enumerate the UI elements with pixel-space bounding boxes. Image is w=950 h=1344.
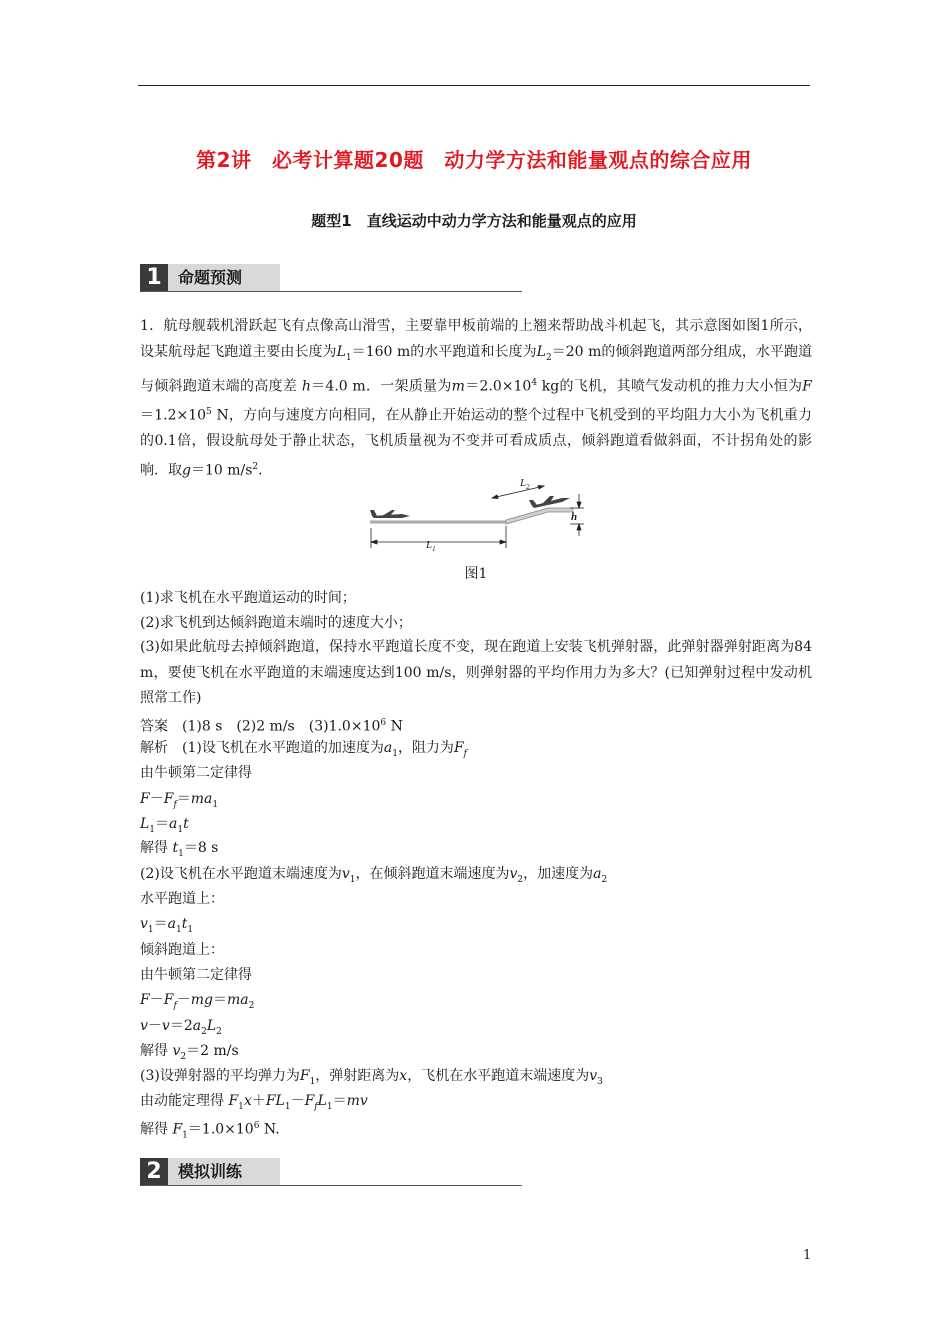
result-v2: 解得 $v_2=2$ m/s (140, 1043, 239, 1062)
equation-1: $F-F_f=ma_1$ (140, 791, 219, 810)
problem-statement: 1．航母舰载机滑跃起飞有点像高山滑雪，主要靠甲板前端的上翘来帮助战斗机起飞，其示意图如图1所示，设某航母起飞跑道主要由长度为$L_1=160$ m的水平跑道和长度为$L_2=20$ m的倾斜跑道两部分组成，水平跑道与倾斜跑道末端的高度差 h＝4.0 m．一架质量为$m=2.0\times 10^4$ kg的飞机，其喷气发动机的推力大小恒为$F=1.2\times 10^5$ N，方向与速度方向相同，在从静止开始运动的整个过程中飞机受到的平均阻力大小为飞机重力的0.1倍，假设航母处于静止状态，飞机质量视为不变并可看成质点，倾斜跑道看做斜面，不计拐角处的影响．取g＝10 $m/s^2$. (140, 318, 813, 479)
L2-label: $L_2$ (520, 477, 530, 491)
header-rule (138, 85, 810, 86)
section-label: 模拟训练 (168, 1158, 280, 1186)
section-rule (140, 291, 522, 292)
dimension-L1 (371, 526, 506, 548)
question-3: (3)如果此航母去掉倾斜跑道，保持水平跑道长度不变，现在跑道上安装飞机弹射器，此弹射器弹射距离为84 m，要使飞机在水平跑道的末端速度达到100 m/s，则弹射器的平均作用力为多大？(已知弹射过程中发动机照常工作) (140, 639, 812, 706)
analysis-newton-2: 由牛顿第二定律得 (140, 967, 252, 983)
equation-6: 由动能定理得 $F_1x+FL_1-F_fL_1=mv$ (140, 1093, 368, 1112)
section-subtitle: 题型1 直线运动中动力学方法和能量观点的应用 (311, 212, 637, 230)
h-label: h (571, 511, 578, 523)
result-t1: 解得 $t_1=8$ s (140, 840, 219, 859)
question-2: (2)求飞机到达倾斜跑道末端时的速度大小； (140, 615, 412, 631)
analysis-horizontal: 水平跑道上： (140, 891, 224, 907)
section-label: 命题预测 (168, 264, 280, 292)
figure-runway-diagram (368, 477, 588, 558)
analysis-part-2: (2)设飞机在水平跑道末端速度为$v_1$，在倾斜跑道末端速度为$v_2$，加速度为$a_2$ (140, 866, 608, 885)
plane-on-deck-icon (370, 510, 410, 518)
section-rule (140, 1185, 522, 1186)
question-1: (1)求飞机在水平跑道运动的时间； (140, 590, 356, 606)
analysis-line-1: 解析 (1)设飞机在水平跑道的加速度为$a_1$，阻力为$F_f$ (140, 740, 467, 759)
analysis-line-2: 由牛顿第二定律得 (140, 765, 252, 781)
plane-takeoff-icon (529, 496, 570, 508)
equation-5: $v-v=2a_2L_2$ (140, 1018, 222, 1037)
equation-2: $L_1=a_1t$ (140, 816, 189, 835)
section-number: 2 (140, 1158, 168, 1186)
section-header-prediction (140, 264, 522, 292)
L1-label: $L_1$ (426, 539, 436, 553)
page-title: 第2讲 必考计算题20题 动力学方法和能量观点的综合应用 (196, 148, 752, 172)
dimension-L2 (492, 486, 544, 499)
analysis-part-3: (3)设弹射器的平均弹力为$F_1$，弹射距离为x，飞机在水平跑道末端速度为$v_3$ (140, 1068, 603, 1087)
section-header-training (140, 1158, 522, 1186)
page-number: 1 (803, 1248, 812, 1263)
analysis-inclined: 倾斜跑道上： (140, 942, 224, 958)
equation-4: $F-F_f-mg=ma_2$ (140, 992, 255, 1011)
result-F1: 解得 $F_1=1.0\times 10^6$ N. (140, 1121, 280, 1141)
answer-line: 答案 (1)8 s (2)2 m/s $(3)1.0\times 10^6$ N (140, 718, 403, 735)
figure-caption: 图1 (464, 566, 488, 582)
equation-3: $v_1=a_1t_1$ (140, 916, 194, 935)
section-number: 1 (140, 264, 168, 292)
